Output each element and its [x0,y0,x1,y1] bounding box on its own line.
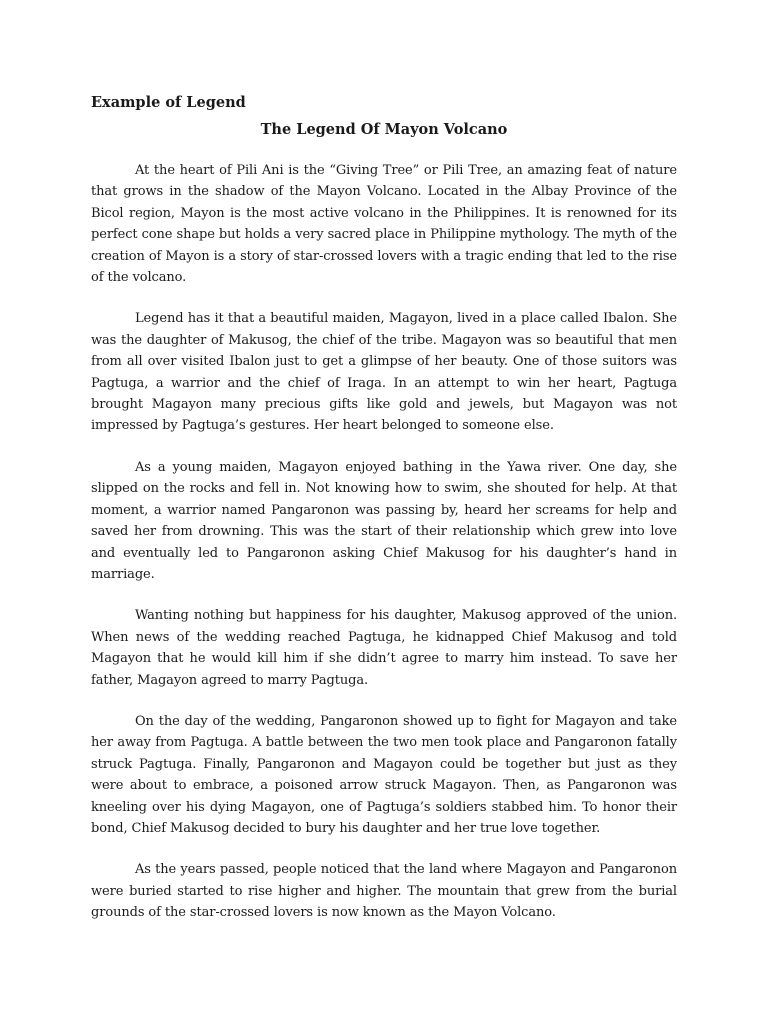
paragraph-4: Wanting nothing but happiness for his daughter, Makusog approved of the union. When news of the wedding reached Pagtuga, he kidnapped Chief Makusog and told Magayon that he would kill him if she didn’t agree to marry him instead. To save her father, Magayon agreed to marry Pagtuga. [91,608,677,688]
document-label: Example of Legend [91,94,246,111]
paragraph-3: As a young maiden, Magayon enjoyed bathing in the Yawa river. One day, she slipped on the rocks and fell in. Not knowing how to swim, she shouted for help. At that moment, a warrior named Pangaronon was passing by, heard her screams for help and saved her from drowning. This was the start of their relationship which grew into love and eventually led to Pangaronon asking Chief Makusog for his daughter’s hand in marriage. [91,459,677,582]
document-body [91,160,677,944]
paragraph-2: Legend has it that a beautiful maiden, Magayon, lived in a place called Ibalon. She was the daughter of Makusog, the chief of the tribe. Magayon was so beautiful that men from all over visited Ibalon just to get a glimpse of her beauty. One of those suitors was Pagtuga, a warrior and the chief of Iraga. In an attempt to win her heart, Pagtuga brought Magayon many precious gifts like gold and jewels, but Magayon was not impressed by Pagtuga’s gestures. Her heart belonged to someone else. [91,311,677,434]
paragraph-1: At the heart of Pili Ani is the “Giving Tree” or Pili Tree, an amazing feat of nature that grows in the shadow of the Mayon Volcano. Located in the Albay Province of the Bicol region, Mayon is the most active volcano in the Philippines. It is renowned for its perfect cone shape but holds a very sacred place in Philippine mythology. The myth of the creation of Mayon is a story of star-crossed lovers with a tragic ending that led to the rise of the volcano. [91,163,677,286]
paragraph-5: On the day of the wedding, Pangaronon showed up to fight for Magayon and take her away from Pagtuga. A battle between the two men took place and Pangaronon fatally struck Pagtuga. Finally, Pangaronon and Magayon could be together but just as they were about to embrace, a poisoned arrow struck Magayon. Then, as Pangaronon was kneeling over his dying Magayon, one of Pagtuga’s soldiers stabbed him. To honor their bond, Chief Makusog decided to bury his daughter and her true love together. [91,713,677,836]
document-title: The Legend Of Mayon Volcano [260,121,508,138]
paragraph-6: As the years passed, people noticed that the land where Magayon and Pangaronon were buried started to rise higher and higher. The mountain that grew from the burial grounds of the star-crossed lovers is now known as the Mayon Volcano. [91,862,677,921]
